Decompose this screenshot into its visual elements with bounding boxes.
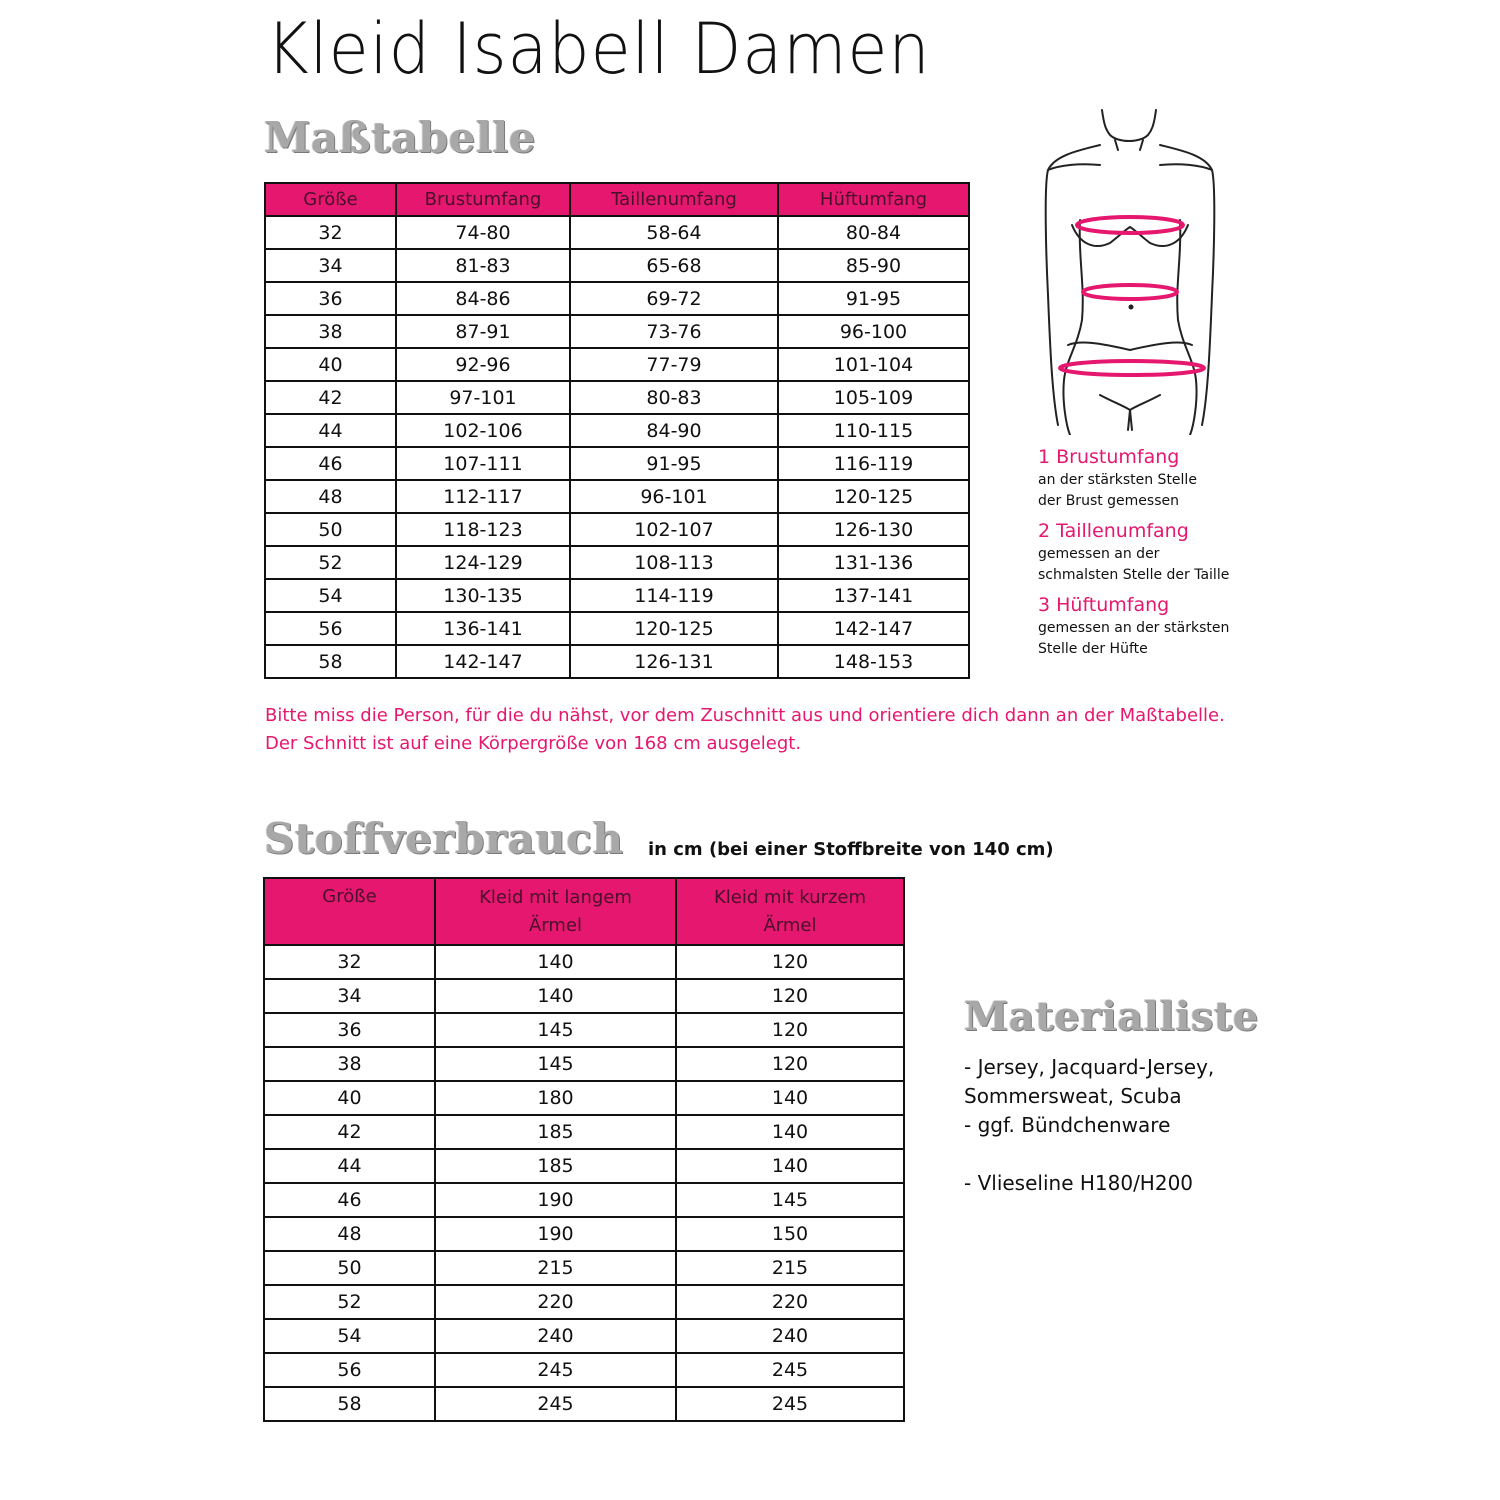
table-cell: 215 — [435, 1251, 676, 1285]
table-cell: 77-79 — [570, 348, 778, 381]
table-cell: 96-101 — [570, 480, 778, 513]
legend-title: 3 Hüftumfang — [1038, 594, 1170, 616]
table-cell: 140 — [435, 979, 676, 1013]
table-cell: 91-95 — [570, 447, 778, 480]
header-line: Größe — [322, 886, 377, 907]
table-row — [264, 1149, 904, 1183]
masstabelle-heading: Maßtabelle — [264, 113, 536, 162]
table-cell: 54 — [265, 579, 396, 612]
table-cell: 110-115 — [778, 414, 969, 447]
table-cell: 136-141 — [396, 612, 570, 645]
table-cell: 42 — [264, 1115, 435, 1149]
measurement-note — [265, 702, 1225, 758]
stoffverbrauch-heading: Stoffverbrauch — [264, 814, 624, 863]
stoffverbrauch-subtitle: in cm (bei einer Stoffbreite von 140 cm) — [648, 839, 1054, 860]
table-row — [265, 645, 969, 678]
table-cell: 126-131 — [570, 645, 778, 678]
table-row — [265, 249, 969, 282]
table-cell: 92-96 — [396, 348, 570, 381]
material-list — [964, 1053, 1214, 1198]
table-cell: 102-107 — [570, 513, 778, 546]
table-cell: 52 — [264, 1285, 435, 1319]
table-row — [264, 1013, 904, 1047]
table-row — [264, 1115, 904, 1149]
legend-item-hueftumfang — [1038, 592, 1258, 660]
legend-title: 2 Taillenumfang — [1038, 520, 1189, 542]
column-header-taillenumfang: Taillenumfang — [570, 183, 778, 216]
table-row — [265, 348, 969, 381]
table-row — [265, 480, 969, 513]
table-cell: 48 — [265, 480, 396, 513]
table-cell: 130-135 — [396, 579, 570, 612]
table-cell: 38 — [265, 315, 396, 348]
table-cell: 120 — [676, 979, 904, 1013]
table-row — [265, 612, 969, 645]
column-header-groesse: Größe — [265, 183, 396, 216]
body-measurement-figure-icon — [1040, 105, 1220, 435]
table-row — [265, 414, 969, 447]
table-cell: 120 — [676, 1013, 904, 1047]
table-cell: 215 — [676, 1251, 904, 1285]
table-cell: 148-153 — [778, 645, 969, 678]
table-row — [264, 1353, 904, 1387]
table-cell: 73-76 — [570, 315, 778, 348]
legend-item-brustumfang — [1038, 444, 1258, 512]
table-cell: 240 — [676, 1319, 904, 1353]
table-cell: 44 — [264, 1149, 435, 1183]
table-row — [264, 979, 904, 1013]
table-cell: 116-119 — [778, 447, 969, 480]
table-cell: 46 — [265, 447, 396, 480]
legend-desc: gemessen an der stärksten — [1038, 620, 1230, 636]
table-cell: 120-125 — [570, 612, 778, 645]
table-cell: 85-90 — [778, 249, 969, 282]
table-cell: 84-90 — [570, 414, 778, 447]
size-table — [264, 182, 970, 679]
table-row — [265, 546, 969, 579]
legend-desc: an der stärksten Stelle — [1038, 472, 1197, 488]
table-cell: 34 — [265, 249, 396, 282]
table-cell: 140 — [676, 1115, 904, 1149]
table-cell: 120-125 — [778, 480, 969, 513]
table-cell: 50 — [264, 1251, 435, 1285]
table-cell: 114-119 — [570, 579, 778, 612]
table-cell: 84-86 — [396, 282, 570, 315]
table-cell: 74-80 — [396, 216, 570, 249]
table-row — [265, 447, 969, 480]
table-cell: 42 — [265, 381, 396, 414]
table-cell: 65-68 — [570, 249, 778, 282]
table-row — [264, 1081, 904, 1115]
table-cell: 102-106 — [396, 414, 570, 447]
header-line: Ärmel — [763, 914, 817, 936]
table-cell: 44 — [265, 414, 396, 447]
table-cell: 36 — [264, 1013, 435, 1047]
body-figure-svg — [1040, 105, 1220, 435]
table-cell: 245 — [435, 1387, 676, 1421]
material-item: - ggf. Bündchenware — [964, 1113, 1171, 1137]
table-cell: 145 — [676, 1183, 904, 1217]
material-item: Sommersweat, Scuba — [964, 1084, 1182, 1108]
table-cell: 32 — [264, 945, 435, 979]
table-row — [264, 1251, 904, 1285]
table-cell: 32 — [265, 216, 396, 249]
table-cell: 96-100 — [778, 315, 969, 348]
table-row — [264, 1047, 904, 1081]
material-spacer — [964, 1140, 1214, 1169]
table-row — [265, 282, 969, 315]
table-cell: 56 — [265, 612, 396, 645]
table-row — [265, 579, 969, 612]
legend-item-taillenumfang — [1038, 518, 1258, 586]
table-cell: 36 — [265, 282, 396, 315]
legend-desc: gemessen an der — [1038, 546, 1160, 562]
table-cell: 240 — [435, 1319, 676, 1353]
table-cell: 120 — [676, 1047, 904, 1081]
waist-line — [1083, 285, 1177, 299]
fabric-table-header-row — [264, 878, 904, 945]
table-cell: 145 — [435, 1013, 676, 1047]
note-line: Der Schnitt ist auf eine Körpergröße von 168 cm ausgelegt. — [265, 733, 802, 754]
table-cell: 105-109 — [778, 381, 969, 414]
table-cell: 56 — [264, 1353, 435, 1387]
table-cell: 245 — [676, 1353, 904, 1387]
table-row — [264, 1319, 904, 1353]
fabric-table — [263, 877, 905, 1422]
table-cell: 126-130 — [778, 513, 969, 546]
table-row — [264, 1285, 904, 1319]
table-cell: 69-72 — [570, 282, 778, 315]
table-row — [264, 1183, 904, 1217]
table-cell: 245 — [676, 1387, 904, 1421]
table-row — [265, 315, 969, 348]
table-cell: 245 — [435, 1353, 676, 1387]
column-header-langer-aermel — [435, 878, 676, 945]
table-cell: 131-136 — [778, 546, 969, 579]
hip-line — [1060, 361, 1204, 375]
table-cell: 185 — [435, 1149, 676, 1183]
material-item: - Vlieseline H180/H200 — [964, 1171, 1194, 1195]
header-line: Kleid mit langem — [479, 886, 632, 908]
column-header-groesse — [264, 878, 435, 945]
table-row — [265, 216, 969, 249]
material-item: - Jersey, Jacquard-Jersey, — [964, 1055, 1215, 1079]
table-cell: 124-129 — [396, 546, 570, 579]
table-cell: 58-64 — [570, 216, 778, 249]
table-cell: 137-141 — [778, 579, 969, 612]
legend-desc: schmalsten Stelle der Taille — [1038, 567, 1230, 583]
legend-title: 1 Brustumfang — [1038, 446, 1180, 468]
table-cell: 80-83 — [570, 381, 778, 414]
table-cell: 40 — [264, 1081, 435, 1115]
table-row — [265, 381, 969, 414]
table-cell: 185 — [435, 1115, 676, 1149]
table-cell: 81-83 — [396, 249, 570, 282]
legend-desc: der Brust gemessen — [1038, 493, 1179, 509]
navel-dot — [1129, 305, 1134, 310]
table-cell: 91-95 — [778, 282, 969, 315]
table-cell: 34 — [264, 979, 435, 1013]
table-cell: 140 — [676, 1081, 904, 1115]
table-cell: 140 — [676, 1149, 904, 1183]
table-cell: 145 — [435, 1047, 676, 1081]
size-table-header-row — [265, 183, 969, 216]
table-cell: 180 — [435, 1081, 676, 1115]
table-cell: 190 — [435, 1217, 676, 1251]
table-cell: 140 — [435, 945, 676, 979]
column-header-brustumfang: Brustumfang — [396, 183, 570, 216]
header-line: Ärmel — [528, 914, 582, 936]
table-cell: 118-123 — [396, 513, 570, 546]
table-cell: 107-111 — [396, 447, 570, 480]
table-cell: 80-84 — [778, 216, 969, 249]
table-row — [265, 513, 969, 546]
table-cell: 101-104 — [778, 348, 969, 381]
note-line: Bitte miss die Person, für die du nähst, vor dem Zuschnitt aus und orientiere dich dann an der Maßtabelle. — [265, 705, 1225, 726]
table-cell: 150 — [676, 1217, 904, 1251]
table-cell: 48 — [264, 1217, 435, 1251]
table-cell: 120 — [676, 945, 904, 979]
table-row — [264, 1217, 904, 1251]
table-cell: 87-91 — [396, 315, 570, 348]
measurement-legend — [1038, 444, 1258, 666]
table-cell: 112-117 — [396, 480, 570, 513]
table-cell: 190 — [435, 1183, 676, 1217]
header-line: Kleid mit kurzem — [713, 886, 867, 908]
table-cell: 50 — [265, 513, 396, 546]
bust-line — [1077, 217, 1183, 233]
table-cell: 58 — [265, 645, 396, 678]
table-cell: 52 — [265, 546, 396, 579]
table-cell: 40 — [265, 348, 396, 381]
column-header-hueftumfang: Hüftumfang — [778, 183, 969, 216]
table-cell: 58 — [264, 1387, 435, 1421]
table-cell: 220 — [676, 1285, 904, 1319]
table-cell: 142-147 — [396, 645, 570, 678]
column-header-kurzer-aermel — [676, 878, 904, 945]
page-title: Kleid Isabell Damen — [266, 8, 931, 90]
table-row — [264, 1387, 904, 1421]
table-cell: 97-101 — [396, 381, 570, 414]
table-cell: 108-113 — [570, 546, 778, 579]
table-cell: 38 — [264, 1047, 435, 1081]
table-cell: 46 — [264, 1183, 435, 1217]
legend-desc: Stelle der Hüfte — [1038, 641, 1148, 657]
table-cell: 220 — [435, 1285, 676, 1319]
table-cell: 54 — [264, 1319, 435, 1353]
table-cell: 142-147 — [778, 612, 969, 645]
materialliste-heading: Materialliste — [964, 993, 1259, 1040]
table-row — [264, 945, 904, 979]
